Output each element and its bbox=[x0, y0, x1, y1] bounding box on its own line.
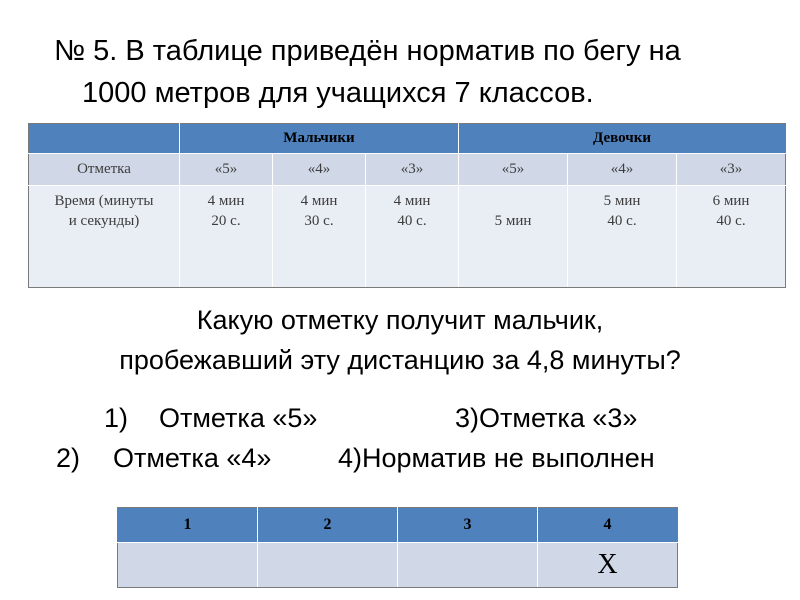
row-mark-label: Отметка bbox=[29, 154, 180, 186]
time-minutes: 5 мин bbox=[603, 193, 641, 209]
question-text bbox=[40, 300, 760, 380]
time-seconds: 40 с. bbox=[607, 213, 637, 229]
answer-table-header-row bbox=[118, 508, 678, 543]
time-seconds: 40 с. bbox=[397, 213, 427, 229]
mark-cell: «5» bbox=[459, 154, 568, 186]
option-4-text: 4)Норматив не выполнен bbox=[338, 443, 655, 473]
task-title-line2: 1000 метров для учащихся 7 классов. bbox=[82, 77, 594, 109]
row-time-label bbox=[29, 186, 180, 288]
answer-header-cell: 4 bbox=[538, 508, 678, 543]
norm-table-row-mark bbox=[29, 154, 786, 186]
norm-table-header-row bbox=[29, 124, 786, 154]
header-boys: Мальчики bbox=[180, 124, 459, 154]
mark-cell: «5» bbox=[180, 154, 273, 186]
answer-table-body-row bbox=[118, 543, 678, 588]
mark-cell: «3» bbox=[677, 154, 786, 186]
time-cell bbox=[180, 186, 273, 288]
norm-table bbox=[28, 123, 786, 288]
norm-table-corner bbox=[29, 124, 180, 154]
time-seconds: 20 с. bbox=[211, 213, 241, 229]
task-title-line1: № 5. В таблице приведён норматив по бегу на bbox=[54, 35, 681, 67]
time-cell bbox=[568, 186, 677, 288]
time-seconds: 40 с. bbox=[716, 213, 746, 229]
option-2-number: 2) bbox=[56, 443, 81, 473]
header-girls: Девочки bbox=[459, 124, 786, 154]
time-cell bbox=[366, 186, 459, 288]
row-time-label-line2: и секунды) bbox=[68, 213, 140, 229]
question-line1: Какую отметку получит мальчик, bbox=[196, 305, 604, 335]
answer-header-cell: 2 bbox=[258, 508, 398, 543]
answer-header-cell: 1 bbox=[118, 508, 258, 543]
time-minutes: 5 мин bbox=[494, 213, 532, 229]
question-line2: пробежавший эту дистанцию за 4,8 минуты? bbox=[119, 345, 681, 375]
row-time-label-line1: Время (минуты bbox=[54, 193, 154, 209]
norm-table-row-time bbox=[29, 186, 786, 288]
answer-cell[interactable] bbox=[398, 543, 538, 588]
mark-cell: «4» bbox=[273, 154, 366, 186]
answer-cell-marked[interactable]: X bbox=[538, 543, 678, 588]
time-minutes: 4 мин bbox=[207, 193, 245, 209]
answer-table bbox=[117, 507, 678, 588]
mark-cell: «3» bbox=[366, 154, 459, 186]
option-3-text: 3)Отметка «3» bbox=[455, 403, 638, 433]
time-minutes: 4 мин bbox=[393, 193, 431, 209]
time-minutes: 6 мин bbox=[712, 193, 750, 209]
mark-cell: «4» bbox=[568, 154, 677, 186]
answer-cell[interactable] bbox=[258, 543, 398, 588]
time-minutes: 4 мин bbox=[300, 193, 338, 209]
option-2-text: Отметка «4» bbox=[113, 443, 272, 473]
time-seconds: 30 с. bbox=[304, 213, 334, 229]
time-cell bbox=[273, 186, 366, 288]
time-cell bbox=[459, 186, 568, 288]
answer-cell[interactable] bbox=[118, 543, 258, 588]
task-title bbox=[54, 30, 774, 114]
option-1-number: 1) bbox=[104, 403, 129, 433]
time-cell bbox=[677, 186, 786, 288]
option-1-text: Отметка «5» bbox=[159, 403, 318, 433]
answer-header-cell: 3 bbox=[398, 508, 538, 543]
